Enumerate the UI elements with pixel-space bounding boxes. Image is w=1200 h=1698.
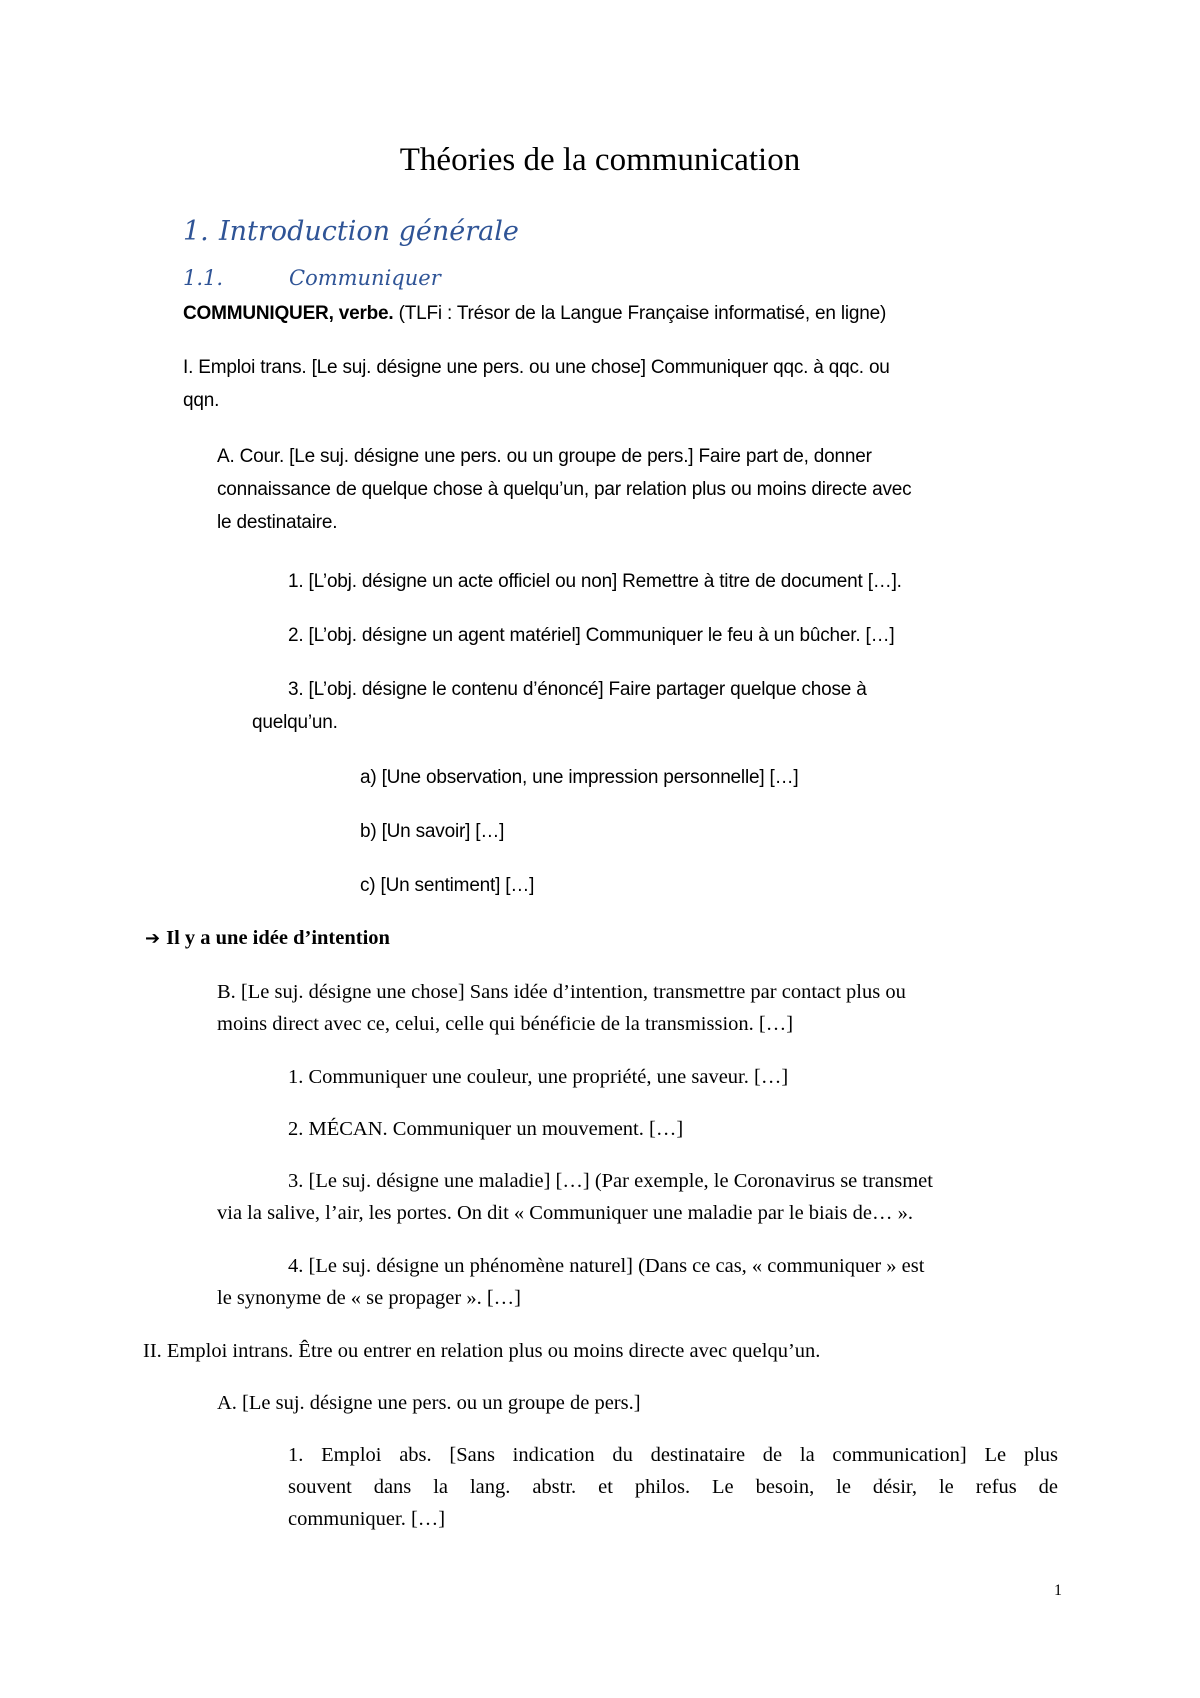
heading-1 [183,216,519,247]
heading-2-number: 1.1. [183,266,224,290]
section-I [183,351,890,417]
section-II-A: A. [Le suj. désigne une pers. ou un groupe de pers.] [217,1392,641,1414]
list-item-IIA-1 [288,1439,1058,1535]
page-number: 1 [1054,1582,1062,1599]
definition-term: COMMUNIQUER, verbe. [183,303,394,324]
document-title: Théories de la communication [399,142,801,178]
arrow-note-text: Il y a une idée d’intention [166,927,390,949]
section-I-line-1: I. Emploi trans. [Le suj. désigne une pers. ou une chose] Communiquer qqc. à qqc. ou [183,357,890,378]
list-item-IB-3 [217,1165,933,1229]
list-item-IIA-1-line-1: 1. Emploi abs. [Sans indication du destinataire de la communication] Le plus [288,1444,1058,1466]
heading-1-number: 1. [183,216,209,247]
definition-source: (TLFi : Trésor de la Langue Française informatisé, en ligne) [393,303,887,324]
list-item-IB-4 [217,1250,924,1314]
section-I-A [217,440,911,539]
section-I-A-line-3: le destinataire. [217,512,338,533]
arrow-right-icon: ➔ [145,928,161,949]
section-I-A-line-1: A. Cour. [Le suj. désigne une pers. ou un groupe de pers.] Faire part de, donner [217,446,872,467]
list-item-IB-3-line-1: 3. [Le suj. désigne une maladie] […] (Par exemple, le Coronavirus se transmet [288,1170,933,1192]
list-item-IB-2: 2. MÉCAN. Communiquer un mouvement. […] [288,1118,684,1140]
arrow-note [145,922,390,955]
sub-item-a: a) [Une observation, une impression personnelle] […] [360,767,799,788]
sub-item-c: c) [Un sentiment] […] [360,875,535,896]
heading-2-text: Communiquer [289,266,441,290]
heading-2 [183,266,441,290]
list-item-IA-3-line-1: 3. [L’obj. désigne le contenu d’énoncé] Faire partager quelque chose à [288,679,867,700]
list-item-IB-3-line-2: via la salive, l’air, les portes. On dit « Communiquer une maladie par le biais de… ». [217,1202,913,1224]
list-item-IB-4-line-1: 4. [Le suj. désigne un phénomène naturel] (Dans ce cas, « communiquer » est [288,1255,925,1277]
section-I-B-line-2: moins direct avec ce, celui, celle qui bénéficie de la transmission. […] [217,1013,794,1035]
section-I-B [217,976,906,1040]
list-item-IB-1: 1. Communiquer une couleur, une propriété, une saveur. […] [288,1066,789,1088]
list-item-IA-3 [252,673,867,739]
section-I-line-2: qqn. [183,390,220,411]
section-I-A-line-2: connaissance de quelque chose à quelqu’un, par relation plus ou moins directe avec [217,479,912,500]
list-item-IA-1: 1. [L’obj. désigne un acte officiel ou non] Remettre à titre de document […]. [288,571,902,592]
list-item-IA-3-line-2: quelqu’un. [252,712,338,733]
list-item-IIA-1-line-2: souvent dans la lang. abstr. et philos. Le besoin, le désir, le refus de [288,1476,1058,1498]
section-I-B-line-1: B. [Le suj. désigne une chose] Sans idée d’intention, transmettre par contact plus ou [217,981,906,1003]
section-II: II. Emploi intrans. Être ou entrer en relation plus ou moins directe avec quelqu’un. [143,1340,821,1362]
heading-1-text: Introduction générale [219,216,519,247]
list-item-IA-2: 2. [L’obj. désigne un agent matériel] Communiquer le feu à un bûcher. […] [288,625,895,646]
definition-header [183,297,886,330]
sub-item-b: b) [Un savoir] […] [360,821,505,842]
list-item-IIA-1-line-3: communiquer. […] [288,1508,446,1530]
list-item-IB-4-line-2: le synonyme de « se propager ». […] [217,1287,521,1309]
